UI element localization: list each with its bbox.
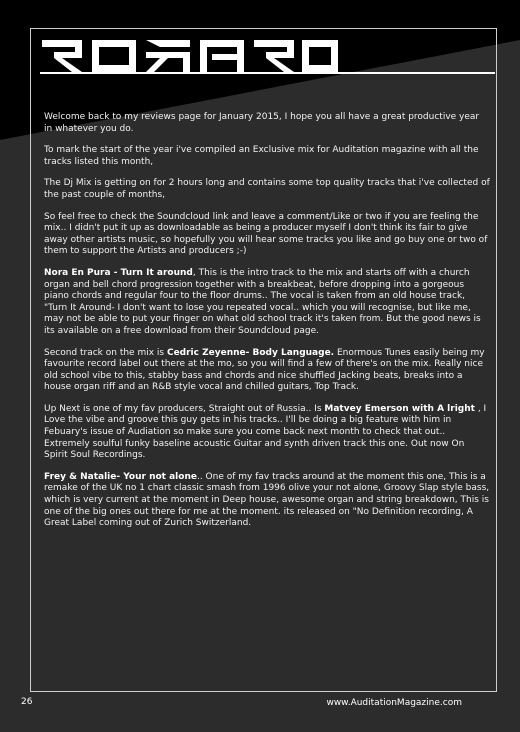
intro-paragraph: To mark the start of the year i've compiled an Exclusive mix for Auditation magazine with all the tracks listed this month, bbox=[44, 145, 479, 167]
track-title: Frey & Natalie- Your not alone bbox=[44, 471, 197, 482]
track-title: Cedric Zeyenne- Body Language. bbox=[166, 347, 335, 358]
review-body: , This is the intro track to the mix and starts off with a church organ and bell chord progression together with a breakbeat, before dropping into a gorgeous piano chords and regular four to the floor drums.. The vocal is taken from an old house track, "Turn It Around- I don't want to lose you repeated vocal.. which you will recognise, but like me, may not be able to put your finger on what old school track it's taken from. But the good news is its available on a free download from their Soundcloud page. bbox=[44, 267, 481, 336]
intro-paragraph: So feel free to check the Soundcloud link and leave a comment/Like or two if you are feeling the mix.. I didn't put it up as downloadable as being a producer myself I don't think its fair to give away other artists music, so hopefully you will hear some tracks you like and go buy one or two of them to support the Artists and producers ;-) bbox=[44, 211, 488, 257]
review-lead: Up Next is one of my fav producers, Straight out of Russia.. Is bbox=[44, 403, 325, 414]
review-paragraph bbox=[44, 472, 490, 530]
review-body: , I Love the vibe and groove this guy gets in his tracks.. I'll be doing a big feature with him in Febuary's issue of Audiation so make sure you come back next month to check that out.. Extremely soulful funky baseline acoustic Guitar and synth driven track this one. Out now On Spirit Soul Recordings. bbox=[44, 403, 487, 461]
review-paragraph bbox=[44, 268, 490, 338]
track-title: Matvey Emerson with A lright bbox=[324, 403, 475, 414]
review-lead: Second track on the mix is bbox=[44, 347, 167, 358]
article-body bbox=[44, 112, 490, 540]
review-body: .. One of my fav tracks around at the moment this one, This is a remake of the UK no 1 chart classic smash from 1996 olive your not alone, Groovy Slap style bass, which is very current at the moment in Deep house, awesome organ and string breakdown, This is one of the big ones out there for me at the moment. its released on "No Definition recording, A Great Label coming out of Zurich Switzerland. bbox=[44, 471, 490, 529]
intro-paragraph: The Dj Mix is getting on for 2 hours long and contains some top quality tracks that i've collected of the past couple of months, bbox=[44, 178, 490, 200]
masthead-rule bbox=[40, 72, 495, 74]
review-paragraph bbox=[44, 348, 490, 394]
footer-url: www.AuditationMagazine.com bbox=[326, 698, 462, 708]
track-title: Nora En Pura - Turn It around bbox=[44, 267, 193, 278]
review-paragraph bbox=[44, 404, 490, 462]
page-number: 26 bbox=[21, 697, 33, 707]
review-body: Enormous Tunes easily being my favourite record label out there at the mo, so you will find a few of there's on the mix. Really nice old school vibe to this, stabby bass and chords and nice shuffled Jacking beats, breaks into a house organ riff and an R&B style vocal and chilled guitars, Top Track. bbox=[44, 347, 485, 393]
intro-paragraph: Welcome back to my reviews page for January 2015, I hope you all have a great productive year in whatever you do. bbox=[44, 112, 480, 134]
